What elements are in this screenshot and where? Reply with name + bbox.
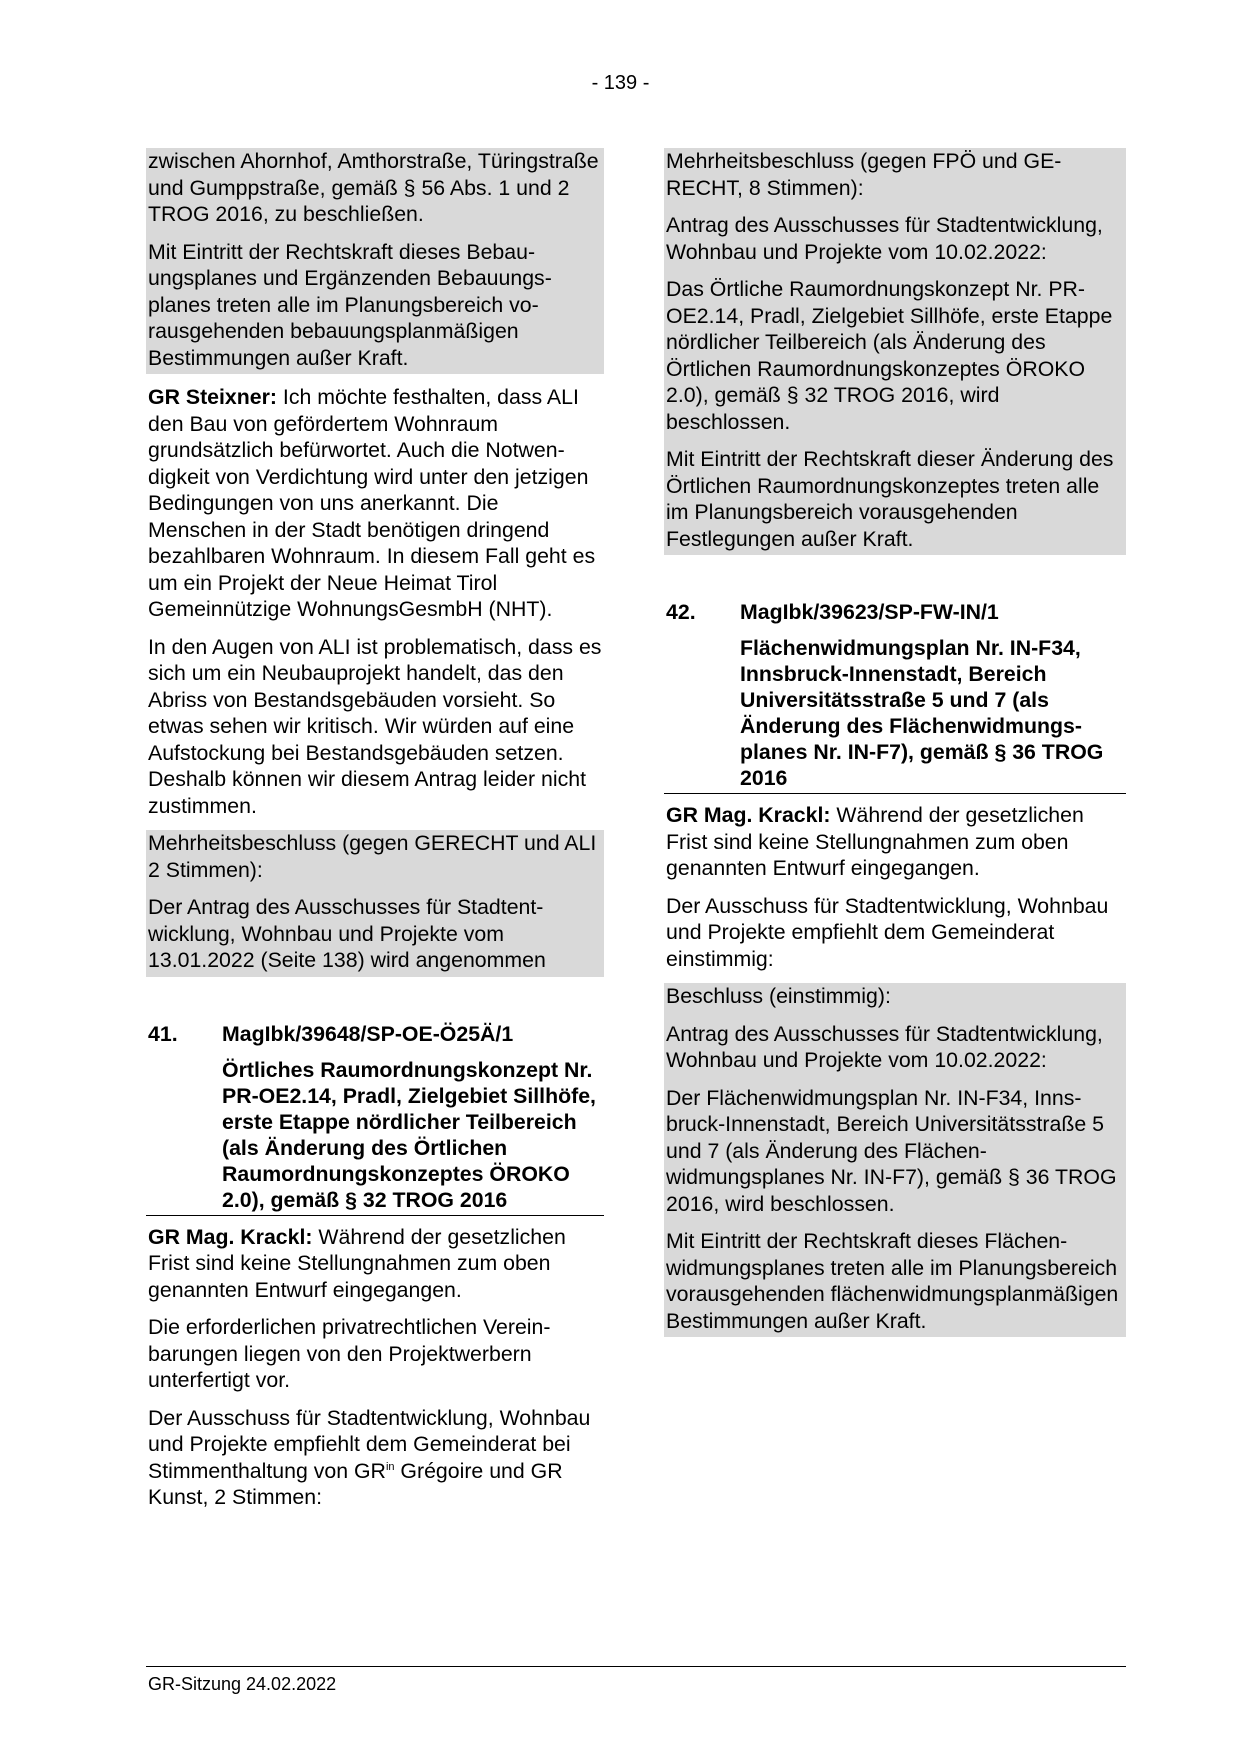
resolution-text: Mit Eintritt der Rechtskraft dieses Flächenwidmungsplanes treten alle im Planungsbereich vorausgehenden flächenwidmungsplanmäßigen Bestimmungen außer Kraft.: [666, 1229, 1119, 1333]
agenda-item-42: [664, 599, 1126, 794]
resolution-text: zwischen Ahornhof, Amthorstraße, Türingstraße und Gumppstraße, gemäß § 56 Abs. 1 und 2 TROG 2016, zu beschließen.: [148, 149, 599, 226]
speech-paragraph: Der Ausschuss für Stadtentwicklung, Wohnbau und Projekte empfiehlt dem Gemeinderat einstimmig:: [666, 893, 1109, 971]
resolution-text: Mit Eintritt der Rechtskraft dieser Änderung des Örtlichen Raumordnungskonzeptes treten alle im Planungsbereich vorausgehenden Festlegungen außer Kraft.: [666, 447, 1114, 551]
speech-paragraph: [146, 384, 604, 623]
agenda-item-divider: [664, 793, 1126, 794]
speech-text: Der Ausschuss für Stadtentwicklung, Wohnbau und Projekte empfiehlt dem Gemeinderat bei Stimmenthaltung von GR: [148, 1405, 591, 1483]
speech-text: Ich möchte festhalten, dass ALI den Bau von gefördertem Wohnraum grundsätzlich befürwortet. Auch die Notwendigkeit von Verdichtung wird unter den jetzigen Bedingungen von uns anerkannt. Die Menschen in der Stadt benötigen dringend bezahlbaren Wohnraum. In diesem Fall geht es um ein Projekt der Neue Heimat Tirol Gemeinnützige WohnungsGesmbH (NHT).: [148, 385, 596, 621]
resolution-vote: Mehrheitsbeschluss (gegen GERECHT und ALI 2 Stimmen):: [148, 831, 597, 882]
agenda-item-title: Flächenwidmungsplan Nr. IN-F34, Innsbruck-Innenstadt, Bereich Universitätsstraße 5 und 7 (als Änderung des Flächenwidmungsplanes Nr. IN-F7), gemäß § 36 TROG 2016: [740, 636, 1104, 790]
speech-text: Während der gesetzlichen Frist sind keine Stellungnahmen zum oben genannten Entwurf eingegangen.: [148, 1224, 566, 1302]
right-column: [664, 148, 1126, 1347]
resolution-text: Antrag des Ausschusses für Stadtentwicklung, Wohnbau und Projekte vom 10.02.2022:: [666, 213, 1103, 264]
agenda-item-code: MagIbk/39623/SP-FW-IN/1: [740, 600, 999, 624]
speech-text: Grégoire und GR Kunst, 2 Stimmen:: [148, 1458, 563, 1509]
speech-text: Während der gesetzlichen Frist sind keine Stellungnahmen zum oben genannten Entwurf eingegangen.: [666, 803, 1084, 880]
resolution-block-continued: [146, 148, 604, 374]
resolution-text: Mit Eintritt der Rechtskraft dieses Bebauungsplanes und Ergänzenden Bebauungsplanes treten alle im Planungsbereich vorausgehenden bebauungsplanmäßigen Bestimmungen außer Kraft.: [148, 239, 552, 370]
agenda-item-title: Örtliches Raumordnungskonzept Nr. PR-OE2.14, Pradl, Zielgebiet Sillhöfe, erste Etappe nördlicher Teilbereich (als Änderung des Örtlichen Raumordnungskonzeptes ÖROKO 2.0), gemäß § 32 TROG 2016: [222, 1057, 596, 1212]
speech-paragraph: [146, 1405, 604, 1511]
gender-suffix: in: [385, 1460, 395, 1473]
speech-paragraph: [146, 1224, 604, 1304]
resolution-block: [146, 830, 604, 977]
speech-paragraph: Die erforderlichen privatrechtlichen Vereinbarungen liegen von den Projektwerbern unterfertigt vor.: [148, 1315, 551, 1392]
resolution-text: Der Antrag des Ausschusses für Stadtentwicklung, Wohnbau und Projekte vom 13.01.2022 (Seite 138) wird angenommen: [148, 895, 546, 972]
left-column: [146, 148, 604, 1522]
agenda-item-number: 41.: [148, 1021, 178, 1046]
resolution-block: [664, 983, 1126, 1337]
agenda-item-divider: [146, 1215, 604, 1216]
agenda-item-code: MagIbk/39648/SP-OE-Ö25Ä/1: [222, 1021, 514, 1046]
speech-paragraph: In den Augen von ALI ist problematisch, dass es sich um ein Neubauprojekt handelt, das den Abriss von Bestandsgebäuden vorsieht. So etwas sehen wir kritisch. Wir würden auf eine Aufstockung bei Bestandsgebäuden setzen. Deshalb können wir diesem Antrag leider nicht zustimmen.: [148, 634, 602, 818]
resolution-vote: Beschluss (einstimmig):: [666, 984, 891, 1008]
speaker-name: GR Mag. Krackl:: [666, 803, 831, 827]
footer-divider: [146, 1666, 1126, 1667]
resolution-vote: Mehrheitsbeschluss (gegen FPÖ und GERECHT, 8 Stimmen):: [666, 149, 1062, 200]
agenda-item-41: [146, 1021, 604, 1216]
resolution-text: Antrag des Ausschusses für Stadtentwicklung, Wohnbau und Projekte vom 10.02.2022:: [666, 1021, 1103, 1072]
resolution-block: [664, 148, 1126, 555]
resolution-text: Das Örtliche Raumordnungskonzept Nr. PR-OE2.14, Pradl, Zielgebiet Sillhöfe, erste Etappe nördlicher Teilbereich (als Änderung des Örtlichen Raumordnungskonzeptes ÖROKO 2.0), gemäß § 32 TROG 2016, wird beschlossen.: [666, 277, 1113, 434]
agenda-item-number: 42.: [666, 600, 696, 624]
speaker-name: GR Mag. Krackl:: [148, 1224, 313, 1249]
speech-paragraph: [664, 802, 1126, 882]
footer-session-date: GR-Sitzung 24.02.2022: [148, 1674, 337, 1694]
page-number: - 139 -: [591, 72, 650, 94]
speaker-name: GR Steixner:: [148, 385, 277, 409]
resolution-text: Der Flächenwidmungsplan Nr. IN-F34, Innsbruck-Innenstadt, Bereich Universitätsstraße 5 und 7 (als Änderung des Flächenwidmungsplanes Nr. IN-F7), gemäß § 36 TROG 2016, wird beschlossen.: [666, 1085, 1117, 1216]
